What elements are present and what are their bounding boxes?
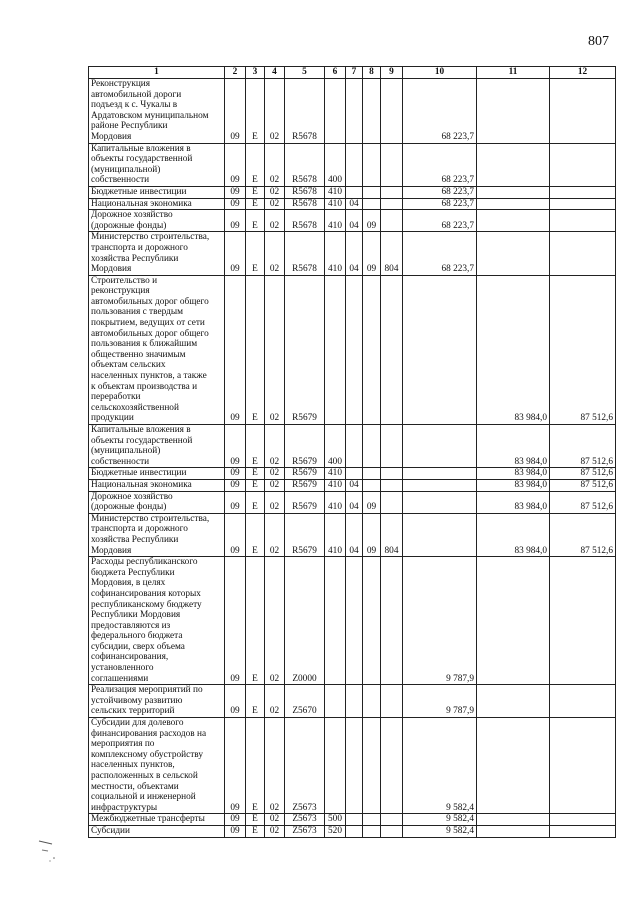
cell-col-3: Е <box>246 425 265 468</box>
cell-col-2: 09 <box>225 491 246 513</box>
cell-col-3: Е <box>246 814 265 826</box>
column-header: 12 <box>550 67 616 79</box>
cell-col-8 <box>363 425 381 468</box>
column-header: 1 <box>89 67 225 79</box>
cell-col-3: Е <box>246 491 265 513</box>
row-name-cell: Министерство строительства, транспорта и дорожного хозяйства Республики Мордовия <box>89 513 225 556</box>
row-name-cell: Реконструкция автомобильной дороги подъезд к с. Чукалы в Ардатовском муниципальном районе Республики Мордовия <box>89 79 225 144</box>
cell-col-8: 09 <box>363 210 381 232</box>
cell-col-10: 9 582,4 <box>403 825 477 837</box>
cell-col-12 <box>550 814 616 826</box>
cell-col-2: 09 <box>225 232 246 275</box>
table-header-row <box>89 67 616 79</box>
cell-col-11 <box>477 718 550 814</box>
row-name-cell: Строительство и реконструкция автомобильных дорог общего пользования с твердым покрытием, ведущих от сети автомобильных дорог общего пользования к ближайшим общественно значимым объектам сельских населенных пунктов, а также к объектам производства и переработки сельскохозяйственной продукции <box>89 275 225 424</box>
cell-col-7: 04 <box>346 198 363 210</box>
cell-col-8 <box>363 198 381 210</box>
table-row <box>89 79 616 144</box>
cell-col-7 <box>346 143 363 186</box>
page-number: 807 <box>588 34 609 49</box>
cell-col-3: Е <box>246 79 265 144</box>
row-name-cell: Национальная экономика <box>89 198 225 210</box>
cell-col-10 <box>403 513 477 556</box>
cell-col-4: 02 <box>265 491 285 513</box>
cell-col-2: 09 <box>225 825 246 837</box>
cell-col-2: 09 <box>225 479 246 491</box>
cell-col-7 <box>346 814 363 826</box>
cell-col-8 <box>363 718 381 814</box>
cell-col-11 <box>477 143 550 186</box>
cell-col-7 <box>346 79 363 144</box>
cell-col-9 <box>381 425 403 468</box>
cell-col-11: 83 984,0 <box>477 425 550 468</box>
table-row <box>89 685 616 718</box>
cell-col-6 <box>325 79 346 144</box>
cell-col-2: 09 <box>225 275 246 424</box>
cell-col-9 <box>381 198 403 210</box>
column-header: 3 <box>246 67 265 79</box>
column-header: 7 <box>346 67 363 79</box>
cell-col-2: 09 <box>225 468 246 480</box>
cell-col-5: R5679 <box>285 275 325 424</box>
cell-col-5: R5678 <box>285 232 325 275</box>
cell-col-12 <box>550 825 616 837</box>
cell-col-4: 02 <box>265 232 285 275</box>
cell-col-8 <box>363 79 381 144</box>
cell-col-8 <box>363 479 381 491</box>
cell-col-2: 09 <box>225 718 246 814</box>
cell-col-6: 410 <box>325 479 346 491</box>
cell-col-12 <box>550 79 616 144</box>
cell-col-11 <box>477 232 550 275</box>
cell-col-11 <box>477 557 550 685</box>
row-name-cell: Бюджетные инвестиции <box>89 468 225 480</box>
cell-col-3: Е <box>246 557 265 685</box>
cell-col-6: 410 <box>325 491 346 513</box>
cell-col-3: Е <box>246 685 265 718</box>
row-name-cell: Национальная экономика <box>89 479 225 491</box>
table-row <box>89 491 616 513</box>
cell-col-2: 09 <box>225 425 246 468</box>
cell-col-8 <box>363 825 381 837</box>
cell-col-10 <box>403 275 477 424</box>
cell-col-6: 400 <box>325 425 346 468</box>
cell-col-3: Е <box>246 468 265 480</box>
cell-col-4: 02 <box>265 143 285 186</box>
cell-col-11: 83 984,0 <box>477 479 550 491</box>
cell-col-9 <box>381 479 403 491</box>
cell-col-7 <box>346 275 363 424</box>
cell-col-7 <box>346 186 363 198</box>
cell-col-7 <box>346 425 363 468</box>
cell-col-5: Z0000 <box>285 557 325 685</box>
cell-col-5: Z5670 <box>285 685 325 718</box>
cell-col-10 <box>403 491 477 513</box>
cell-col-10: 68 223,7 <box>403 232 477 275</box>
cell-col-3: Е <box>246 210 265 232</box>
row-name-cell: Капитальные вложения в объекты государственной (муниципальной) собственности <box>89 425 225 468</box>
row-name-cell: Бюджетные инвестиции <box>89 186 225 198</box>
scan-artifact-icon <box>38 838 60 864</box>
column-header: 11 <box>477 67 550 79</box>
cell-col-10 <box>403 468 477 480</box>
row-name-cell: Министерство строительства, транспорта и дорожного хозяйства Республики Мордовия <box>89 232 225 275</box>
table-row <box>89 468 616 480</box>
cell-col-7 <box>346 685 363 718</box>
cell-col-8: 09 <box>363 491 381 513</box>
cell-col-4: 02 <box>265 814 285 826</box>
cell-col-4: 02 <box>265 718 285 814</box>
cell-col-11: 83 984,0 <box>477 491 550 513</box>
cell-col-6: 400 <box>325 143 346 186</box>
table-row <box>89 275 616 424</box>
cell-col-9 <box>381 825 403 837</box>
cell-col-12: 87 512,6 <box>550 491 616 513</box>
cell-col-8 <box>363 685 381 718</box>
cell-col-11 <box>477 814 550 826</box>
cell-col-10: 9 787,9 <box>403 557 477 685</box>
cell-col-2: 09 <box>225 685 246 718</box>
cell-col-6: 500 <box>325 814 346 826</box>
cell-col-6: 410 <box>325 186 346 198</box>
cell-col-11 <box>477 210 550 232</box>
cell-col-5: R5678 <box>285 186 325 198</box>
cell-col-7: 04 <box>346 491 363 513</box>
cell-col-9 <box>381 186 403 198</box>
cell-col-3: Е <box>246 198 265 210</box>
table-row <box>89 198 616 210</box>
cell-col-10: 68 223,7 <box>403 79 477 144</box>
cell-col-8: 09 <box>363 232 381 275</box>
table-row <box>89 425 616 468</box>
cell-col-8 <box>363 814 381 826</box>
column-header: 9 <box>381 67 403 79</box>
cell-col-6: 410 <box>325 468 346 480</box>
cell-col-2: 09 <box>225 143 246 186</box>
cell-col-7: 04 <box>346 232 363 275</box>
cell-col-5: Z5673 <box>285 814 325 826</box>
cell-col-4: 02 <box>265 79 285 144</box>
cell-col-4: 02 <box>265 186 285 198</box>
cell-col-6 <box>325 557 346 685</box>
cell-col-8 <box>363 557 381 685</box>
row-name-cell: Реализация мероприятий по устойчивому развитию сельских территорий <box>89 685 225 718</box>
cell-col-9 <box>381 210 403 232</box>
budget-table <box>88 66 616 838</box>
row-name-cell: Межбюджетные трансферты <box>89 814 225 826</box>
cell-col-12: 87 512,6 <box>550 468 616 480</box>
cell-col-12: 87 512,6 <box>550 425 616 468</box>
cell-col-4: 02 <box>265 479 285 491</box>
cell-col-10 <box>403 425 477 468</box>
cell-col-8 <box>363 275 381 424</box>
cell-col-7: 04 <box>346 513 363 556</box>
cell-col-2: 09 <box>225 557 246 685</box>
column-header: 8 <box>363 67 381 79</box>
cell-col-5: R5679 <box>285 491 325 513</box>
table-row <box>89 143 616 186</box>
cell-col-12 <box>550 557 616 685</box>
table-row <box>89 557 616 685</box>
cell-col-7 <box>346 468 363 480</box>
cell-col-6: 410 <box>325 513 346 556</box>
cell-col-9: 804 <box>381 232 403 275</box>
cell-col-3: Е <box>246 479 265 491</box>
cell-col-9 <box>381 79 403 144</box>
cell-col-9: 804 <box>381 513 403 556</box>
cell-col-8 <box>363 186 381 198</box>
cell-col-2: 09 <box>225 186 246 198</box>
cell-col-11 <box>477 79 550 144</box>
cell-col-12: 87 512,6 <box>550 479 616 491</box>
cell-col-8: 09 <box>363 513 381 556</box>
cell-col-2: 09 <box>225 210 246 232</box>
cell-col-10: 68 223,7 <box>403 186 477 198</box>
cell-col-11 <box>477 198 550 210</box>
table-row <box>89 513 616 556</box>
cell-col-12: 87 512,6 <box>550 513 616 556</box>
table-row <box>89 210 616 232</box>
cell-col-12 <box>550 232 616 275</box>
cell-col-3: Е <box>246 232 265 275</box>
table-row <box>89 814 616 826</box>
cell-col-3: Е <box>246 718 265 814</box>
cell-col-5: Z5673 <box>285 718 325 814</box>
cell-col-2: 09 <box>225 79 246 144</box>
table-row <box>89 718 616 814</box>
column-header: 6 <box>325 67 346 79</box>
cell-col-11: 83 984,0 <box>477 275 550 424</box>
cell-col-5: R5678 <box>285 210 325 232</box>
cell-col-3: Е <box>246 825 265 837</box>
cell-col-3: Е <box>246 186 265 198</box>
cell-col-4: 02 <box>265 513 285 556</box>
cell-col-5: R5679 <box>285 513 325 556</box>
row-name-cell: Дорожное хозяйство (дорожные фонды) <box>89 210 225 232</box>
cell-col-4: 02 <box>265 468 285 480</box>
cell-col-3: Е <box>246 143 265 186</box>
column-header: 10 <box>403 67 477 79</box>
cell-col-11 <box>477 685 550 718</box>
cell-col-7 <box>346 718 363 814</box>
cell-col-9 <box>381 275 403 424</box>
column-header: 4 <box>265 67 285 79</box>
cell-col-4: 02 <box>265 210 285 232</box>
cell-col-7 <box>346 825 363 837</box>
cell-col-9 <box>381 143 403 186</box>
cell-col-6: 410 <box>325 232 346 275</box>
cell-col-8 <box>363 468 381 480</box>
row-name-cell: Расходы республиканского бюджета Республики Мордовия, в целях софинансирования которых республиканскому бюджету Республики Мордовия предоставляются из федерального бюджета субсидии, сверх объема софинансирования, установленного соглашениями <box>89 557 225 685</box>
cell-col-4: 02 <box>265 425 285 468</box>
cell-col-11 <box>477 825 550 837</box>
cell-col-4: 02 <box>265 557 285 685</box>
cell-col-12 <box>550 210 616 232</box>
cell-col-9 <box>381 557 403 685</box>
cell-col-2: 09 <box>225 513 246 556</box>
cell-col-10: 9 787,9 <box>403 685 477 718</box>
cell-col-6: 520 <box>325 825 346 837</box>
cell-col-5: R5678 <box>285 79 325 144</box>
row-name-cell: Субсидии для долевого финансирования расходов на мероприятия по комплексному обустройству населенных пунктов, расположенных в сельской местности, объектами социальной и инженерной инфраструктуры <box>89 718 225 814</box>
cell-col-10: 68 223,7 <box>403 198 477 210</box>
cell-col-9 <box>381 491 403 513</box>
cell-col-12 <box>550 143 616 186</box>
cell-col-4: 02 <box>265 825 285 837</box>
row-name-cell: Дорожное хозяйство (дорожные фонды) <box>89 491 225 513</box>
cell-col-11: 83 984,0 <box>477 468 550 480</box>
cell-col-10: 68 223,7 <box>403 210 477 232</box>
cell-col-4: 02 <box>265 685 285 718</box>
cell-col-9 <box>381 814 403 826</box>
cell-col-3: Е <box>246 275 265 424</box>
cell-col-11 <box>477 186 550 198</box>
cell-col-4: 02 <box>265 275 285 424</box>
table-row <box>89 825 616 837</box>
column-header: 2 <box>225 67 246 79</box>
row-name-cell: Субсидии <box>89 825 225 837</box>
cell-col-10: 9 582,4 <box>403 718 477 814</box>
cell-col-5: R5678 <box>285 198 325 210</box>
table-row <box>89 232 616 275</box>
cell-col-4: 02 <box>265 198 285 210</box>
cell-col-12 <box>550 685 616 718</box>
cell-col-12 <box>550 186 616 198</box>
cell-col-5: R5679 <box>285 425 325 468</box>
cell-col-8 <box>363 143 381 186</box>
table-row <box>89 186 616 198</box>
cell-col-10: 68 223,7 <box>403 143 477 186</box>
cell-col-10 <box>403 479 477 491</box>
cell-col-5: Z5673 <box>285 825 325 837</box>
cell-col-7: 04 <box>346 479 363 491</box>
cell-col-7: 04 <box>346 210 363 232</box>
cell-col-10: 9 582,4 <box>403 814 477 826</box>
cell-col-11: 83 984,0 <box>477 513 550 556</box>
cell-col-6 <box>325 275 346 424</box>
table-row <box>89 479 616 491</box>
cell-col-12 <box>550 198 616 210</box>
cell-col-3: Е <box>246 513 265 556</box>
column-header: 5 <box>285 67 325 79</box>
cell-col-6: 410 <box>325 210 346 232</box>
cell-col-2: 09 <box>225 814 246 826</box>
cell-col-9 <box>381 468 403 480</box>
cell-col-12: 87 512,6 <box>550 275 616 424</box>
cell-col-6 <box>325 718 346 814</box>
cell-col-12 <box>550 718 616 814</box>
row-name-cell: Капитальные вложения в объекты государственной (муниципальной) собственности <box>89 143 225 186</box>
cell-col-7 <box>346 557 363 685</box>
cell-col-9 <box>381 718 403 814</box>
cell-col-5: R5678 <box>285 143 325 186</box>
cell-col-6: 410 <box>325 198 346 210</box>
cell-col-5: R5679 <box>285 468 325 480</box>
cell-col-2: 09 <box>225 198 246 210</box>
cell-col-5: R5679 <box>285 479 325 491</box>
cell-col-6 <box>325 685 346 718</box>
cell-col-9 <box>381 685 403 718</box>
